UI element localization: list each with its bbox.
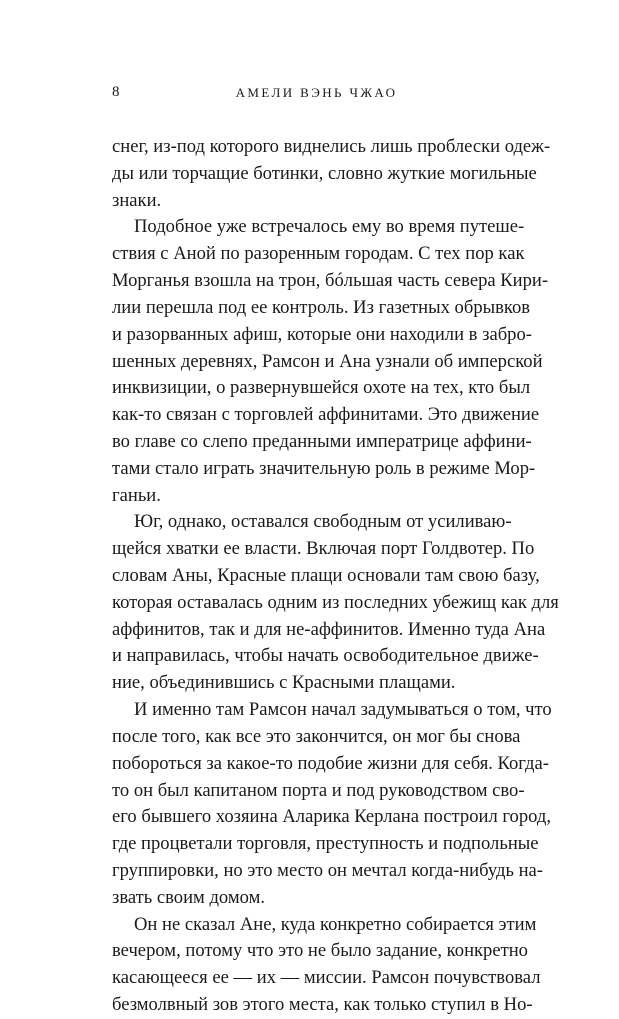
text-line: где процветали торговля, преступность и подпольные <box>112 833 539 855</box>
text-line: ние, объединившись с Красными плащами. <box>112 672 456 694</box>
text-line: после того, как все это закончится, он мог бы снова <box>112 725 521 747</box>
text-line: ствия с Аной по разоренным городам. С тех пор как <box>112 243 525 265</box>
page-number: 8 <box>112 84 120 100</box>
text-line: безмолвный зов этого места, как только ступил в Но- <box>112 994 533 1015</box>
text-line: ды или торчащие ботинки, словно жуткие могильные <box>112 162 537 184</box>
text-line: щейся хватки ее власти. Включая порт Голдвотер. По <box>112 538 535 560</box>
text-line: аффинитов, так и для не-аффинитов. Именно туда Ана <box>112 618 546 640</box>
text-line: словам Аны, Красные плащи основали там свою базу, <box>112 565 540 586</box>
text-line: то он был капитаном порта и под руководством сво- <box>112 779 525 801</box>
text-line: и направилась, чтобы начать освободительное движе- <box>112 645 539 667</box>
text-line: Морганья взошла на трон, бóльшая часть севера Кири- <box>112 270 549 292</box>
text-line: касающееся ее — их — миссии. Рамсон почувствовал <box>112 967 541 989</box>
text-line: тами стало играть значительную роль в режиме Мор- <box>112 457 536 479</box>
text-line: группировки, но это место он мечтал когда-нибудь на- <box>112 859 543 881</box>
text-line: инквизиции, о развернувшейся охоте на тех, кто был <box>112 377 531 399</box>
running-header <box>0 84 619 104</box>
running-head-author: АМЕЛИ ВЭНЬ ЧЖАО <box>235 85 398 100</box>
text-line: которая оставалась одним из последних убежищ как для <box>112 591 559 613</box>
text-line: Подобное уже встречалось ему во время путеше- <box>134 216 525 238</box>
text-line: как-то связан с торговлей аффинитами. Это движение <box>112 404 540 426</box>
text-line: И именно там Рамсон начал задумываться о том, что <box>134 699 552 721</box>
text-line: снег, из-под которого виднелись лишь проблески одеж- <box>112 136 551 157</box>
text-line: шенных деревнях, Рамсон и Ана узнали об имперской <box>112 350 543 372</box>
text-line: звать своим домом. <box>112 886 265 908</box>
text-line: знаки. <box>112 189 162 211</box>
text-line: Он не сказал Ане, куда конкретно собирается этим <box>134 913 537 935</box>
text-line: лии перешла под ее контроль. Из газетных обрывков <box>112 296 531 318</box>
text-line: ганьи. <box>112 484 161 506</box>
text-line: вечером, потому что это не было задание, конкретно <box>112 940 528 962</box>
body-text <box>112 134 559 1019</box>
text-line: и разорванных афиш, которые они находили в забро- <box>112 323 532 345</box>
text-line: во главе со слепо преданными императрице аффини- <box>112 430 532 452</box>
text-line: его бывшего хозяина Аларика Керлана построил город, <box>112 806 552 828</box>
text-line: Юг, однако, оставался свободным от усиливаю- <box>134 511 512 533</box>
text-line: побороться за какое-то подобие жизни для себя. Когда- <box>112 752 549 774</box>
